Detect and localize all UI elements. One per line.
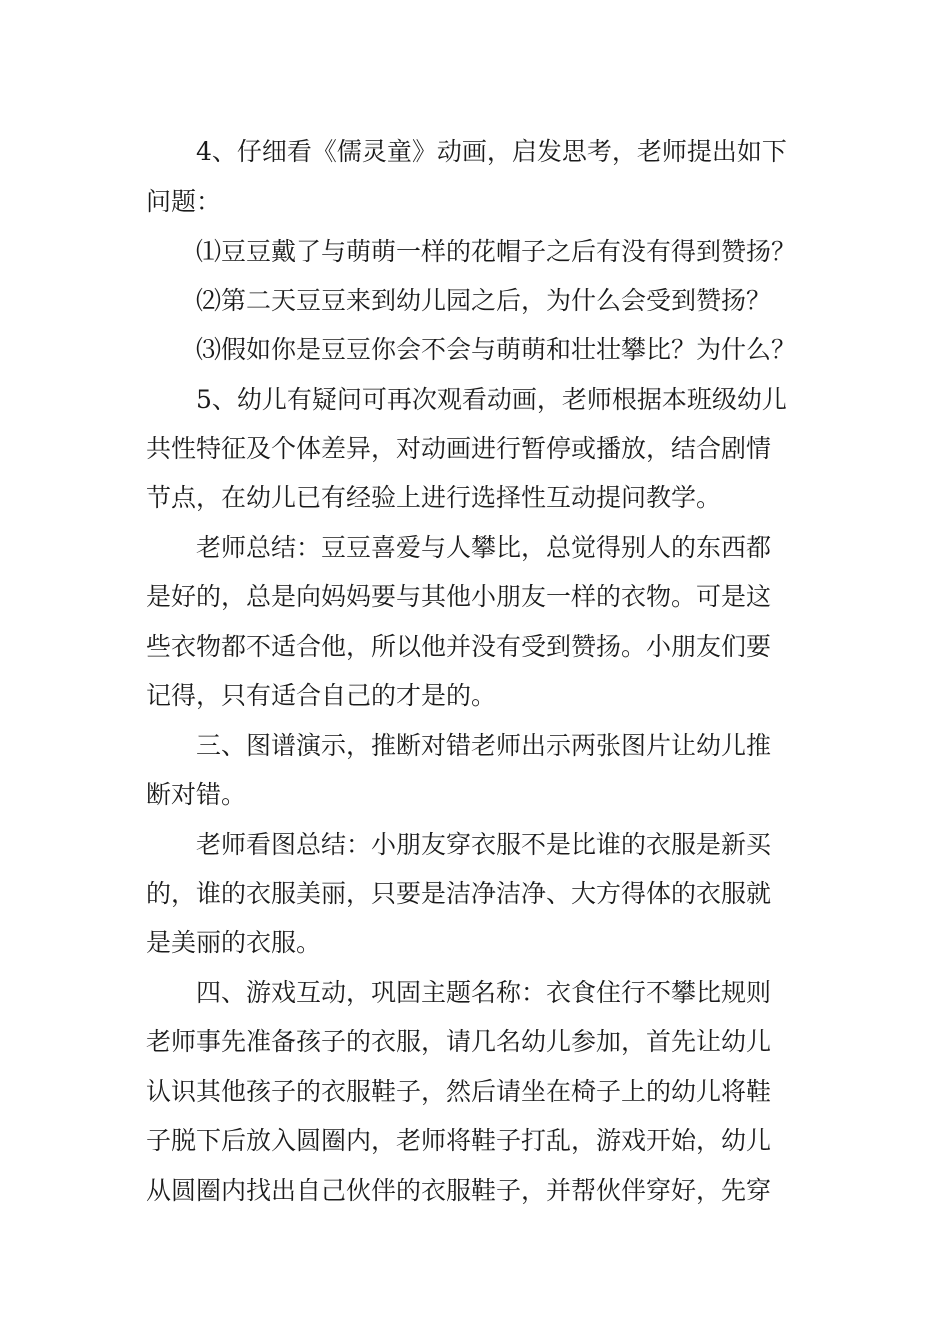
text-line: ⑴豆豆戴了与萌萌一样的花帽子之后有没有得到赞扬？ bbox=[196, 237, 797, 266]
text-line: 断对错。 bbox=[146, 780, 247, 809]
text-line: 四、游戏互动，巩固主题名称：衣食住行不攀比规则 bbox=[196, 978, 772, 1007]
text-line: 是好的，总是向妈妈要与其他小朋友一样的衣物。可是这 bbox=[146, 582, 772, 611]
text-line: 共性特征及个体差异，对动画进行暂停或播放，结合剧情 bbox=[146, 434, 772, 463]
text-line: 从圆圈内找出自己伙伴的衣服鞋子，并帮伙伴穿好，先穿 bbox=[146, 1176, 772, 1205]
text-line: 老师看图总结：小朋友穿衣服不是比谁的衣服是新买 bbox=[196, 830, 772, 859]
text-line: 问题： bbox=[146, 187, 222, 216]
text-line: 子脱下后放入圆圈内，老师将鞋子打乱，游戏开始，幼儿 bbox=[146, 1126, 772, 1155]
text-line: 些衣物都不适合他，所以他并没有受到赞扬。小朋友们要 bbox=[146, 632, 772, 661]
text-line: 老师总结：豆豆喜爱与人攀比，总觉得别人的东西都 bbox=[196, 533, 772, 562]
text-line: 4、仔细看《儒灵童》动画，启发思考，老师提出如下 bbox=[196, 137, 787, 166]
text-line: ⑶假如你是豆豆你会不会与萌萌和壮壮攀比？为什么？ bbox=[196, 335, 797, 364]
text-line: 老师事先准备孩子的衣服，请几名幼儿参加，首先让幼儿 bbox=[146, 1027, 772, 1056]
text-line: 的，谁的衣服美丽，只要是洁净洁净、大方得体的衣服就 bbox=[146, 879, 772, 908]
text-line: 是美丽的衣服。 bbox=[146, 928, 322, 957]
text-line: 三、图谱演示，推断对错老师出示两张图片让幼儿推 bbox=[196, 731, 772, 760]
text-line: ⑵第二天豆豆来到幼儿园之后，为什么会受到赞扬？ bbox=[196, 286, 772, 315]
text-line: 节点，在幼儿已有经验上进行选择性互动提问教学。 bbox=[146, 483, 722, 512]
text-line: 记得，只有适合自己的才是的。 bbox=[146, 681, 497, 710]
text-line: 5、幼儿有疑问可再次观看动画，老师根据本班级幼儿 bbox=[196, 385, 787, 414]
text-line: 认识其他孩子的衣服鞋子，然后请坐在椅子上的幼儿将鞋 bbox=[146, 1077, 772, 1106]
